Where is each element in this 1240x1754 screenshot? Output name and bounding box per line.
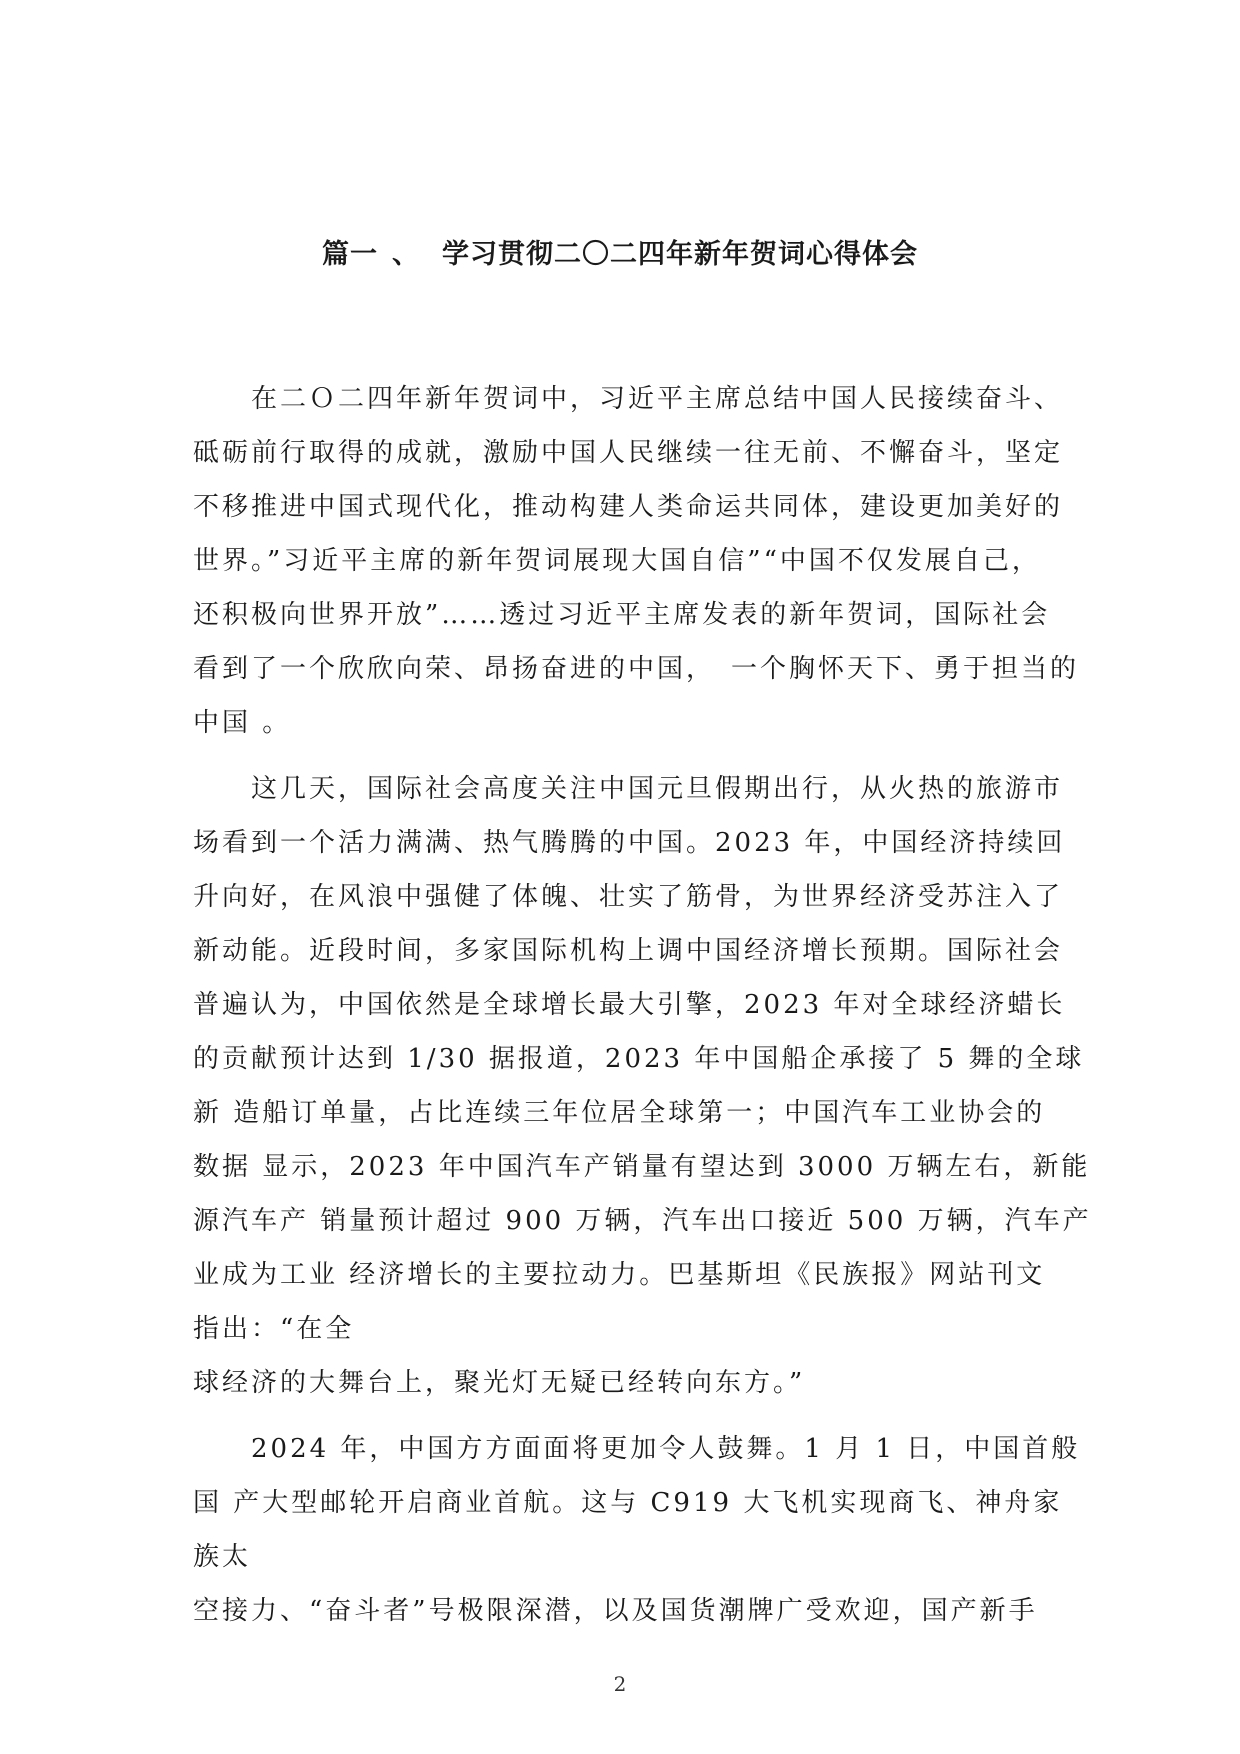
title-part: 篇一 <box>322 239 378 270</box>
text-line: 2024 年，中国方方面面将更加令人鼓舞。1 月 1 日，中国首般 <box>193 1434 1081 1464</box>
text-line: 业成为工业 经济增长的主要拉动力。巴基斯坦《民族报》网站刊文 <box>193 1260 1046 1290</box>
paragraph-3 <box>193 1422 1081 1638</box>
document-body <box>193 372 1092 1638</box>
text-line: 看到了一个欣欣向荣、昂扬奋进的中国， 一个胸怀天下、勇于担当的 <box>193 654 1080 684</box>
paragraph-gap <box>193 750 1053 762</box>
text-line: 的贡献预计达到 1/30 据报道，2023 年中国船企承接了 5 舞的全球 <box>193 1044 1085 1074</box>
text-line: 这几天，国际社会高度关注中国元旦假期出行，从火热的旅游市 <box>193 774 1064 804</box>
document-title <box>0 232 1240 271</box>
text-line: 指出：“在全 <box>193 1314 355 1344</box>
title-text: 学习贯彻二〇二四年新年贺词心得体会 <box>442 239 918 270</box>
text-line: 场看到一个活力满满、热气腾腾的中国。2023 年，中国经济持续回 <box>193 828 1066 858</box>
text-line: 空接力、“奋斗者”号极限深潜，以及国货潮牌广受欢迎，国产新手 <box>193 1596 1038 1626</box>
text-line: 国 产大型邮轮开启商业首航。这与 C919 大飞机实现商飞、神舟家 <box>193 1488 1063 1518</box>
text-line: 球经济的大舞台上，聚光灯无疑已经转向东方。” <box>193 1368 806 1398</box>
text-line: 新动能。近段时间，多家国际机构上调中国经济增长预期。国际社会 <box>193 936 1064 966</box>
text-line: 在二Ｏ二四年新年贺词中，习近平主席总结中国人民接续奋斗、 <box>193 384 1064 414</box>
text-line: 数据 显示，2023 年中国汽车产销量有望达到 3000 万辆左右，新能 <box>193 1152 1091 1182</box>
page-number: 2 <box>613 1672 627 1696</box>
text-line: 世界。”习近平主席的新年贺词展现大国自信”“中国不仅发展自己， <box>193 546 1041 576</box>
paragraph-1 <box>193 372 1080 750</box>
paragraph-gap <box>193 1410 1053 1422</box>
text-line: 升向好，在风浪中强健了体魄、壮实了筋骨，为世界经济受苏注入了 <box>193 882 1064 912</box>
paragraph-2 <box>193 762 1092 1410</box>
title-separator: 、 <box>392 239 420 270</box>
text-line: 族太 <box>193 1542 252 1572</box>
text-line: 砥砺前行取得的成就，激励中国人民继续一往无前、不懈奋斗，坚定 <box>193 438 1064 468</box>
text-line: 新 造船订单量，占比连续三年位居全球第一；中国汽车工业协会的 <box>193 1098 1046 1128</box>
text-line: 还积极向世界开放”……透过习近平主席发表的新年贺词，国际社会 <box>193 600 1051 630</box>
text-line: 不移推进中国式现代化，推动构建人类命运共同体，建设更加美好的 <box>193 492 1064 522</box>
text-line: 中国 。 <box>193 708 292 738</box>
text-line: 源汽车产 销量预计超过 900 万辆，汽车出口接近 500 万辆，汽车产 <box>193 1206 1092 1236</box>
text-line: 普遍认为，中国依然是全球增长最大引擎，2023 年对全球经济蜡长 <box>193 990 1066 1020</box>
